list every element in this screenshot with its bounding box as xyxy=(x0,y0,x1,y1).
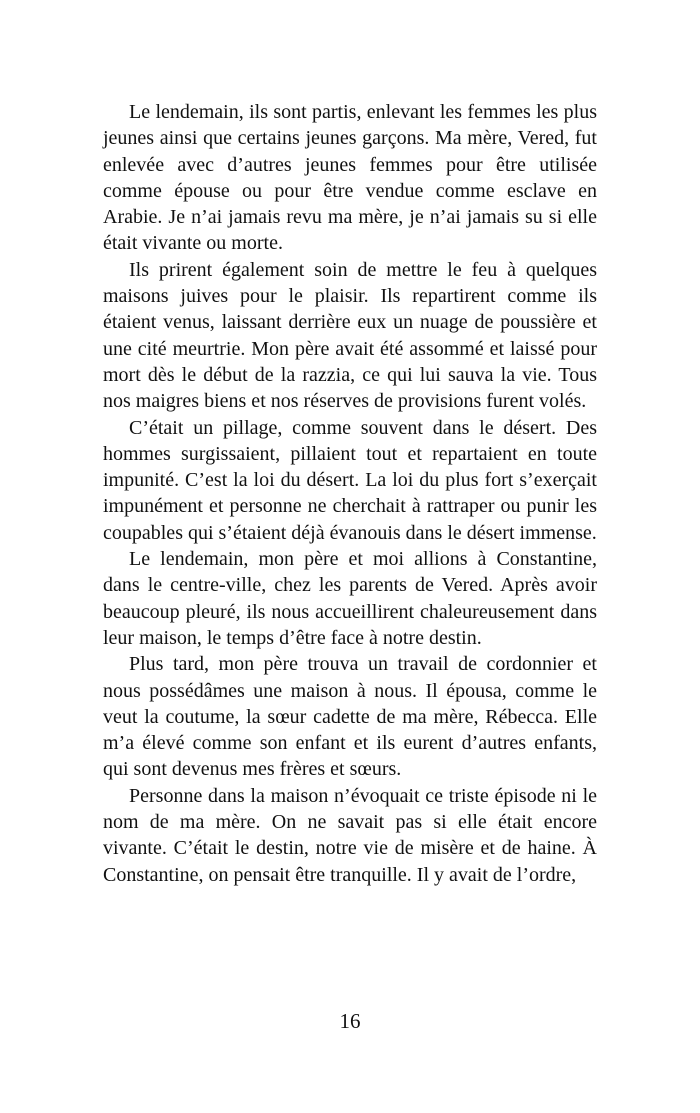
paragraph-2: Ils prirent également soin de mettre le feu à quelques maisons juives pour le plaisir. Ils repartirent comme ils étaient venus, laissant derrière eux un nuage de poussière et une cité meurtrie. Mon père avait été assommé et laissé pour mort dès le début de la razzia, ce qui lui sauva la vie. Tous nos maigres biens et nos réserves de provisions furent volés. xyxy=(103,258,597,413)
paragraph-6: Personne dans la maison n’évoquait ce triste épisode ni le nom de ma mère. On ne savait pas si elle était encore vivante. C’était le destin, notre vie de misère et de haine. À Constantine, on pensait être tranquille. Il y avait de l’ordre, xyxy=(103,784,597,886)
page-body xyxy=(103,99,597,888)
paragraph-5: Plus tard, mon père trouva un travail de cordonnier et nous possédâmes une maison à nous. Il épousa, comme le veut la coutume, la sœur cadette de ma mère, Rébecca. Elle m’a élevé comme son enfant et ils eurent d’autres enfants, qui sont devenus mes frères et sœurs. xyxy=(103,653,597,781)
paragraph-3: C’était un pillage, comme souvent dans le désert. Des hommes surgissaient, pillaient tout et repartaient en toute impunité. C’est la loi du désert. La loi du plus fort s’exerçait impunément et personne ne cherchait à rattraper ou punir les coupables qui s’étaient déjà évanouis dans le désert immense. xyxy=(103,416,597,544)
page-number: 16 xyxy=(339,1009,361,1033)
paragraph-1: Le lendemain, ils sont partis, enlevant les femmes les plus jeunes ainsi que certains jeunes garçons. Ma mère, Vered, fut enlevée avec d’autres jeunes femmes pour être utilisée comme épouse ou pour être vendue comme esclave en Arabie. Je n’ai jamais revu ma mère, je n’ai jamais su si elle était vivante ou morte. xyxy=(103,101,597,255)
paragraph-4: Le lendemain, mon père et moi allions à Constantine, dans le centre-ville, chez les parents de Vered. Après avoir beaucoup pleuré, ils nous accueillirent chaleureusement dans leur maison, le temps d’être face à notre destin. xyxy=(103,548,597,649)
